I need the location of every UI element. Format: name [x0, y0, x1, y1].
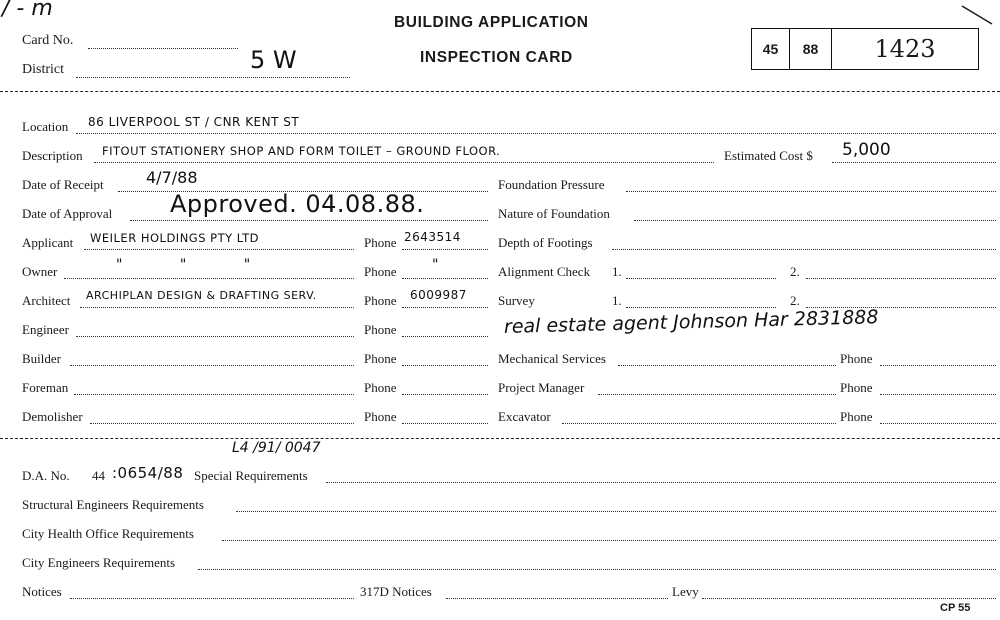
architect-label: Architect	[22, 293, 71, 308]
project-manager-line	[598, 394, 836, 395]
survey-2-label: 2.	[790, 293, 800, 308]
date-of-approval-value: Approved. 04.08.88.	[170, 190, 425, 218]
da-number-label: D.A. No.	[22, 468, 70, 483]
foundation-pressure-label: Foundation Pressure	[498, 177, 605, 192]
nature-of-foundation-label: Nature of Foundation	[498, 206, 610, 221]
mechanical-services-phone-label: Phone	[840, 351, 873, 366]
demolisher-line	[90, 423, 354, 424]
alignment-check-2-label: 2.	[790, 264, 800, 279]
excavator-phone-label: Phone	[840, 409, 873, 424]
notices-line	[70, 598, 354, 599]
real-estate-note: real estate agent Johnson Har 2831888	[503, 306, 879, 338]
applicant-line	[84, 249, 354, 250]
owner-line	[64, 278, 354, 279]
middle-divider	[0, 438, 1000, 439]
engineer-phone-label: Phone	[364, 322, 397, 337]
location-line	[76, 133, 996, 134]
builder-phone-line	[402, 365, 488, 366]
mechanical-services-phone-line	[880, 365, 996, 366]
card-no-line	[88, 48, 238, 49]
alignment-check-2-line	[806, 278, 996, 279]
applicant-phone-line	[402, 249, 488, 250]
form-subtitle: INSPECTION CARD	[420, 49, 573, 66]
city-health-label: City Health Office Requirements	[22, 526, 194, 541]
location-label: Location	[22, 119, 69, 134]
code-b-cell: 88	[790, 29, 832, 69]
district-line	[76, 77, 350, 78]
survey-1-label: 1.	[612, 293, 622, 308]
city-health-line	[222, 540, 996, 541]
architect-phone-label: Phone	[364, 293, 397, 308]
corner-tick-mark	[960, 4, 996, 28]
project-manager-phone-line	[880, 394, 996, 395]
district-label: District	[22, 62, 64, 77]
foreman-phone-line	[402, 394, 488, 395]
owner-phone-value: "	[432, 257, 439, 273]
excavator-label: Excavator	[498, 409, 551, 424]
special-requirements-line	[326, 482, 996, 483]
top-divider	[0, 91, 1000, 92]
structural-engineers-line	[236, 511, 996, 512]
levy-line	[702, 598, 996, 599]
engineer-label: Engineer	[22, 322, 69, 337]
structural-engineers-label: Structural Engineers Requirements	[22, 497, 204, 512]
city-engineers-label: City Engineers Requirements	[22, 555, 176, 570]
mechanical-services-label: Mechanical Services	[498, 351, 606, 366]
project-manager-phone-label: Phone	[840, 380, 873, 395]
card-number-box	[751, 28, 979, 70]
alignment-check-1-line	[626, 278, 776, 279]
nature-of-foundation-line	[634, 220, 996, 221]
foreman-line	[74, 394, 354, 395]
builder-phone-label: Phone	[364, 351, 397, 366]
architect-line	[80, 307, 354, 308]
demolisher-phone-line	[402, 423, 488, 424]
survey-1-line	[626, 307, 776, 308]
estimated-cost-label: Estimated Cost $	[724, 148, 813, 163]
mechanical-services-line	[618, 365, 836, 366]
depth-of-footings-label: Depth of Footings	[498, 235, 593, 250]
architect-phone-line	[402, 307, 488, 308]
date-of-receipt-value: 4/7/88	[146, 168, 198, 187]
special-requirements-label: Special Requirements	[194, 468, 308, 483]
engineer-phone-line	[402, 336, 488, 337]
da-prefix: 44	[92, 468, 105, 483]
owner-phone-line	[402, 278, 488, 279]
card-corner-marks: / - m	[2, 0, 53, 21]
date-of-approval-line	[130, 220, 488, 221]
demolisher-phone-label: Phone	[364, 409, 397, 424]
project-manager-label: Project Manager	[498, 380, 585, 395]
description-line	[94, 162, 714, 163]
alignment-check-label: Alignment Check	[498, 264, 591, 279]
description-value: FITOUT STATIONERY SHOP AND FORM TOILET – GROUND FLOOR.	[102, 144, 501, 158]
location-value: 86 LIVERPOOL ST / CNR KENT ST	[88, 115, 300, 129]
builder-label: Builder	[22, 351, 61, 366]
estimated-cost-value: 5,000	[842, 140, 891, 160]
levy-label: Levy	[672, 584, 699, 599]
builder-line	[70, 365, 354, 366]
da-note: L4 /91/ 0047	[232, 440, 321, 456]
excavator-phone-line	[880, 423, 996, 424]
foundation-pressure-line	[626, 191, 996, 192]
survey-label: Survey	[498, 293, 535, 308]
excavator-line	[562, 423, 836, 424]
date-of-receipt-label: Date of Receipt	[22, 177, 104, 192]
code-a-cell: 45	[752, 29, 790, 69]
alignment-check-1-label: 1.	[612, 264, 622, 279]
owner-phone-label: Phone	[364, 264, 397, 279]
da-number-value: :0654/88	[112, 464, 184, 482]
engineer-line	[76, 336, 354, 337]
card-number-cell: 1423	[874, 35, 936, 63]
owner-label: Owner	[22, 264, 58, 279]
notices-label: Notices	[22, 584, 62, 599]
architect-value: ARCHIPLAN DESIGN & DRAFTING SERV.	[86, 289, 317, 302]
architect-phone-value: 6009987	[410, 288, 467, 302]
form-title: BUILDING APPLICATION	[394, 14, 589, 31]
description-label: Description	[22, 148, 83, 163]
date-of-approval-label: Date of Approval	[22, 206, 113, 221]
notices-317d-line	[446, 598, 668, 599]
card-no-label: Card No.	[22, 33, 74, 48]
depth-of-footings-line	[612, 249, 996, 250]
applicant-value: WEILER HOLDINGS PTY LTD	[90, 231, 260, 245]
owner-value: " " "	[116, 257, 251, 273]
applicant-label: Applicant	[22, 235, 74, 250]
demolisher-label: Demolisher	[22, 409, 83, 424]
foreman-phone-label: Phone	[364, 380, 397, 395]
estimated-cost-line	[832, 162, 996, 163]
notices-317d-label: 317D Notices	[360, 584, 432, 599]
district-value: 5 W	[250, 46, 297, 74]
city-engineers-line	[198, 569, 996, 570]
applicant-phone-value: 2643514	[404, 230, 461, 244]
foreman-label: Foreman	[22, 380, 69, 395]
form-code: CP 55	[940, 602, 971, 614]
applicant-phone-label: Phone	[364, 235, 397, 250]
